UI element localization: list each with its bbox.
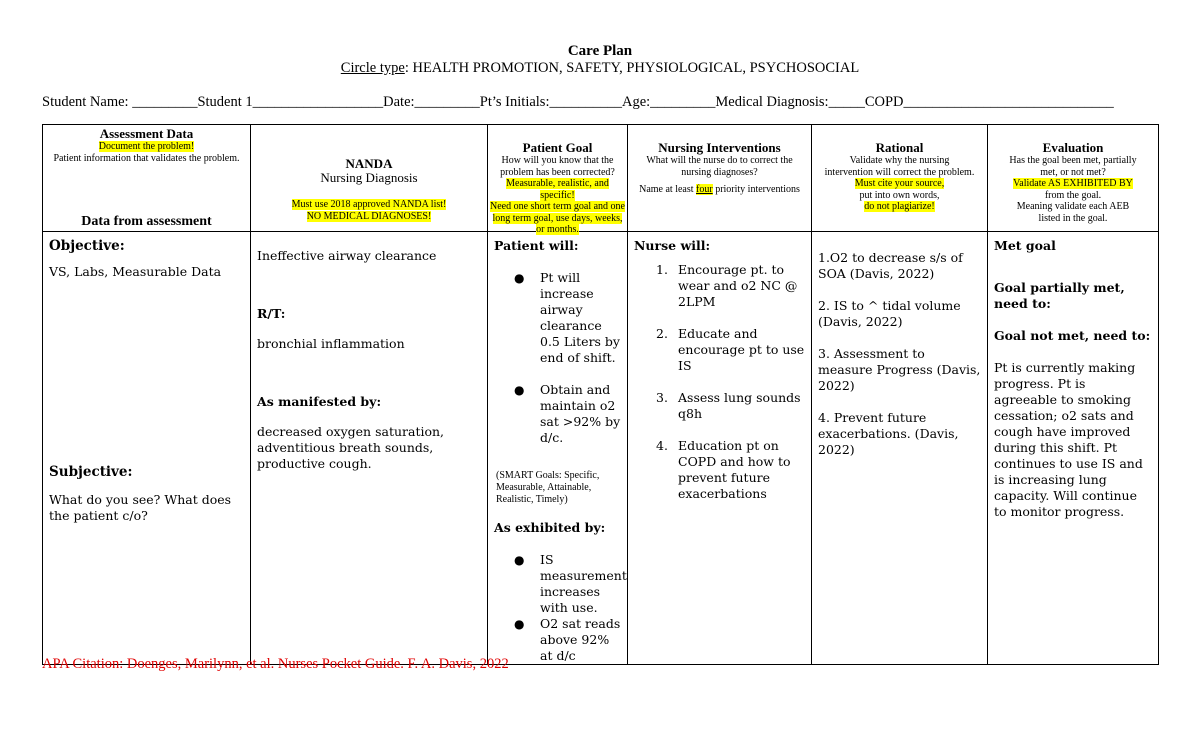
met-goal-label: Met goal [994,238,1056,253]
header-assessment [43,125,251,232]
rt-label: R/T: [257,306,286,321]
aeb-item [494,552,627,616]
evaluation-highlight: Validate AS EXHIBITED BY [1013,178,1133,189]
interventions-sub-3 [628,184,811,196]
goal-item-text: Obtain and maintain o2 sat >92% by d/c. [540,382,621,445]
intervention-number: 2. [656,326,668,341]
goal-highlight-5: or months. [536,224,579,235]
assessment-title: Assessment Data [99,126,194,141]
goal-highlight-2: specific! [540,189,575,201]
intervention-item [634,262,805,310]
interventions-sub-2: nursing diagnoses? [681,166,758,178]
aeb-item-text: IS measurement increases with use. [540,552,627,615]
header-nanda [251,125,488,232]
goal-list [494,270,621,446]
rational-item: 3. Assessment to measure Progress (Davis, 2022) [818,346,981,393]
interventions-list [634,262,805,502]
assessment-sub: Patient information that validates the problem. [53,152,240,164]
evaluation-sub-2: met, or not met? [1040,166,1106,178]
goal-highlight-3: Need one short term goal and one [490,201,625,212]
nanda-cell [251,232,488,665]
assessment-cell [43,232,251,665]
rational-cell [812,232,988,665]
intervention-item [634,326,805,374]
objective-label: Objective: [49,238,125,254]
rt-text: bronchial inflammation [257,336,405,351]
goal-item-text: Pt will increase airway clearance 0.5 Liters by end of shift. [540,270,620,365]
nanda-highlight-1: Must use 2018 approved NANDA list! [291,199,447,210]
evaluation-sub-3: from the goal. [1044,189,1102,201]
aeb-item-text: O2 sat reads above 92% at d/c [540,616,621,663]
bullet-icon: ● [514,617,525,631]
intervention-text: Education pt on COPD and how to prevent future exacerbations [678,438,791,501]
interventions-four-highlight: four [696,184,713,195]
intervention-number: 3. [656,390,668,405]
rational-sub-2: intervention will correct the problem. [824,166,975,178]
rational-item: 2. IS to ^ tidal volume (Davis, 2022) [818,298,961,329]
evaluation-cell [988,232,1159,665]
intervention-item [634,390,805,422]
nurse-will-label: Nurse will: [634,238,711,253]
aeb-label: As exhibited by: [494,520,606,535]
intervention-item [634,438,805,502]
page-title: Care Plan [567,43,633,59]
evaluation-title: Evaluation [1042,140,1104,155]
goal-highlight-4: long term goal, use days, weeks, [492,212,623,224]
nanda-diagnosis: Ineffective airway clearance [257,248,437,263]
student-info-line: Student Name: _________Student 1__________________Date:_________Pt’s Initials:__________Age:_________Medical Diagnosis:_____COPD_____________________________ [42,94,1114,110]
content-row [43,232,1159,665]
goal-highlight-1: Measurable, realistic, and [506,178,609,189]
rational-sub-3: put into own words, [859,189,940,201]
circle-type-label: Circle type [340,60,405,76]
header-interventions [628,125,812,232]
objective-text: VS, Labs, Measurable Data [49,264,222,279]
patient-will-label: Patient will: [494,238,579,253]
smart-goals-note: (SMART Goals: Specific, Measurable, Attainable, Realistic, Timely) [496,470,600,505]
evaluation-sub-5: listed in the goal. [1038,212,1108,224]
bullet-icon: ● [514,383,525,397]
interventions-sub-3-pre: Name at least [639,184,697,195]
goal-cell [488,232,628,665]
subjective-text: What do you see? What does the patient c/o? [49,492,232,523]
circle-type-options: : HEALTH PROMOTION, SAFETY, PHYSIOLOGICAL, PSYCHOSOCIAL [404,60,860,76]
partially-met-label: Goal partially met, need to: [994,280,1125,311]
goal-item [494,382,621,446]
interventions-sub-1: What will the nurse do to correct the [646,155,793,166]
assessment-highlight: Document the problem! [98,141,195,152]
header-evaluation [988,125,1159,232]
evaluation-sub-4: Meaning validate each AEB [1016,201,1130,212]
intervention-text: Assess lung sounds q8h [678,390,801,421]
rational-title: Rational [875,140,924,155]
goal-item [494,270,621,366]
amb-text: decreased oxygen saturation, adventitious breath sounds, productive cough. [257,424,445,471]
goal-sub-1: How will you know that the [501,155,614,166]
goal-sub-2: problem has been corrected? [500,166,615,178]
assessment-footer: Data from assessment [81,213,212,229]
intervention-number: 4. [656,438,668,453]
header-row [43,125,1159,232]
not-met-label: Goal not met, need to: [994,328,1151,343]
care-plan-table [42,124,1159,665]
rational-highlight-2: do not plagiarize! [864,201,935,212]
bullet-icon: ● [514,271,525,285]
evaluation-text: Pt is currently making progress. Pt is agreeable to smoking cessation; o2 sats and cough have improved during this shift. Pt continues to use IS and is increasing lung capacity. Will continue to monitor progress. [994,360,1143,519]
nanda-title: NANDA [345,156,393,171]
intervention-text: Encourage pt. to wear and o2 NC @ 2LPM [678,262,798,309]
interventions-title: Nursing Interventions [658,140,781,155]
circle-type-line [0,60,1200,77]
aeb-item [494,616,621,664]
intervention-number: 1. [656,262,668,277]
intervention-text: Educate and encourage pt to use IS [678,326,805,373]
goal-title: Patient Goal [522,140,593,155]
header-rational [812,125,988,232]
apa-citation: APA Citation: Doenges, Marilynn, et al. Nurses Pocket Guide. F. A. Davis, 2022 [42,656,509,672]
rational-sub-1: Validate why the nursing [849,155,950,166]
amb-label: As manifested by: [257,394,382,409]
subjective-label: Subjective: [49,464,133,480]
rational-item: 1.O2 to decrease s/s of SOA (Davis, 2022) [818,250,963,281]
bullet-icon: ● [514,553,525,567]
nanda-subtitle: Nursing Diagnosis [320,170,418,185]
nanda-highlight-2: NO MEDICAL DIAGNOSES! [306,210,432,222]
rational-highlight-1: Must cite your source, [854,178,945,189]
aeb-list [494,552,627,664]
header-goal [488,125,628,235]
evaluation-sub-1: Has the goal been met, partially [1009,155,1137,166]
interventions-sub-3-post: priority interventions [712,184,800,195]
rational-item: 4. Prevent future exacerbations. (Davis, 2022) [818,410,959,457]
interventions-cell [628,232,812,665]
